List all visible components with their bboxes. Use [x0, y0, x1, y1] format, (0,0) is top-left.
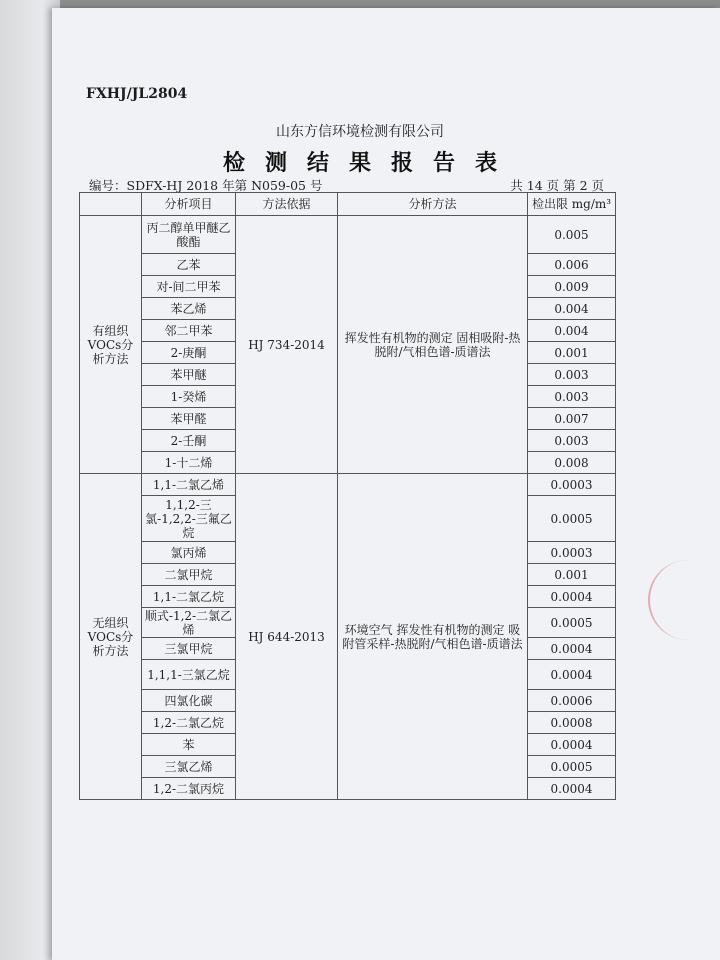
detection-limit: 0.009 [528, 276, 616, 298]
analysis-method: 挥发性有机物的测定 固相吸附-热脱附/气相色谱-质谱法 [338, 216, 528, 474]
method-basis: HJ 644-2013 [236, 474, 338, 800]
analysis-item: 四氯化碳 [142, 690, 236, 712]
detection-limit: 0.001 [528, 342, 616, 364]
table-header-row [80, 193, 616, 216]
detection-limit: 0.008 [528, 452, 616, 474]
analysis-item: 对-间二甲苯 [142, 276, 236, 298]
detection-limit: 0.0005 [528, 608, 616, 638]
analysis-item: 三氯乙烯 [142, 756, 236, 778]
page-info: 共 14 页 第 2 页 [510, 178, 604, 193]
group-name: 有组织VOCs分析方法 [80, 216, 142, 474]
analysis-item: 1-十二烯 [142, 452, 236, 474]
detection-limit: 0.0004 [528, 638, 616, 660]
company-name: 山东方信环境检测有限公司 [276, 124, 444, 140]
document-code: FXHJ/JL2804 [86, 86, 188, 102]
detection-limit: 0.0005 [528, 496, 616, 542]
analysis-item: 苯乙烯 [142, 298, 236, 320]
analysis-item: 1,1,2-三氯-1,2,2-三氟乙烷 [142, 496, 236, 542]
analysis-item: 1,1,1-三氯乙烷 [142, 660, 236, 690]
report-title: 检测结果报告表 [222, 150, 517, 176]
detection-limit: 0.003 [528, 386, 616, 408]
table-body [80, 216, 616, 800]
analysis-item: 氯丙烯 [142, 542, 236, 564]
header-basis: 方法依据 [236, 193, 338, 216]
header-blank [80, 193, 142, 216]
detection-limit: 0.0004 [528, 734, 616, 756]
detection-limit: 0.004 [528, 298, 616, 320]
detection-limit: 0.006 [528, 254, 616, 276]
header-method: 分析方法 [338, 193, 528, 216]
detection-limit: 0.004 [528, 320, 616, 342]
detection-limit: 0.0004 [528, 660, 616, 690]
header-limit: 检出限 mg/m³ [528, 193, 616, 216]
analysis-method: 环境空气 挥发性有机物的测定 吸附管采样-热脱附/气相色谱-质谱法 [338, 474, 528, 800]
analysis-item: 1,1-二氯乙烷 [142, 586, 236, 608]
detection-limit: 0.0004 [528, 586, 616, 608]
detection-limit: 0.003 [528, 364, 616, 386]
report-number: 编号：SDFX-HJ 2018 年第 N059-05 号 [89, 178, 323, 193]
analysis-item: 2-庚酮 [142, 342, 236, 364]
analysis-item: 1,2-二氯丙烷 [142, 778, 236, 800]
left-page-edge [0, 0, 60, 960]
detection-limit: 0.0008 [528, 712, 616, 734]
red-seal-fragment [648, 560, 720, 640]
analysis-item: 苯甲醚 [142, 364, 236, 386]
analysis-item: 三氯甲烷 [142, 638, 236, 660]
detection-limit: 0.0003 [528, 474, 616, 496]
detection-limit: 0.005 [528, 216, 616, 254]
detection-limit: 0.0006 [528, 690, 616, 712]
group-name: 无组织VOCs分析方法 [80, 474, 142, 800]
analysis-item: 邻二甲苯 [142, 320, 236, 342]
results-table [79, 192, 616, 800]
table-row [80, 474, 616, 496]
analysis-item: 苯 [142, 734, 236, 756]
analysis-item: 2-壬酮 [142, 430, 236, 452]
analysis-item: 苯甲醛 [142, 408, 236, 430]
analysis-item: 乙苯 [142, 254, 236, 276]
header-item: 分析项目 [142, 193, 236, 216]
detection-limit: 0.0005 [528, 756, 616, 778]
detection-limit: 0.003 [528, 430, 616, 452]
analysis-item: 丙二醇单甲醚乙酸酯 [142, 216, 236, 254]
analysis-item: 1-癸烯 [142, 386, 236, 408]
analysis-item: 1,2-二氯乙烷 [142, 712, 236, 734]
detection-limit: 0.0003 [528, 542, 616, 564]
detection-limit: 0.0004 [528, 778, 616, 800]
detection-limit: 0.007 [528, 408, 616, 430]
detection-limit: 0.001 [528, 564, 616, 586]
table-row [80, 216, 616, 254]
analysis-item: 顺式-1,2-二氯乙烯 [142, 608, 236, 638]
analysis-item: 二氯甲烷 [142, 564, 236, 586]
method-basis: HJ 734-2014 [236, 216, 338, 474]
analysis-item: 1,1-二氯乙烯 [142, 474, 236, 496]
